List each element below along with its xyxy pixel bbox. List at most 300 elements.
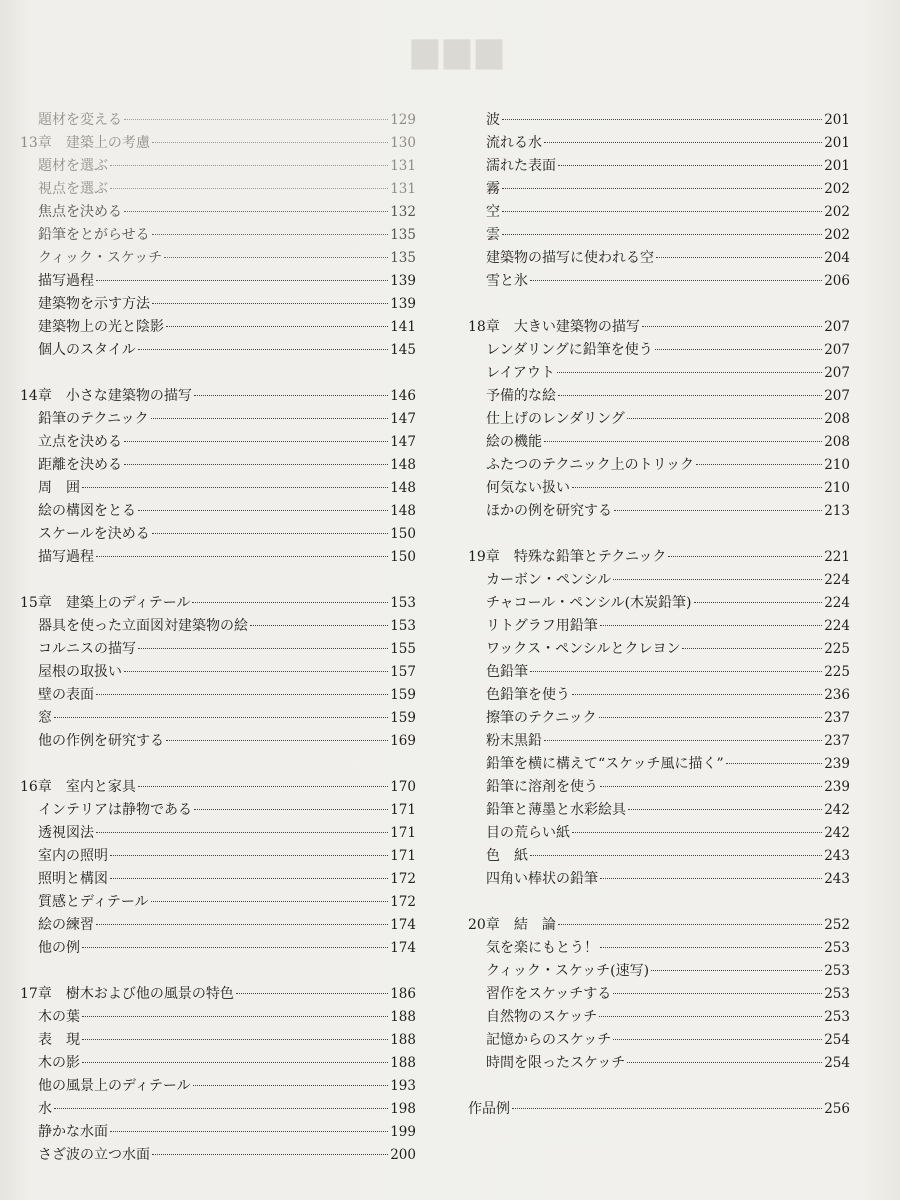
toc-section-entry — [20, 454, 416, 477]
page-number: 172 — [390, 894, 416, 910]
page-number: 148 — [390, 503, 416, 519]
toc-section-entry — [468, 477, 850, 500]
entry-title: インテリアは静物である — [38, 802, 192, 818]
page-number: 252 — [824, 917, 850, 933]
dot-leader — [668, 555, 822, 557]
toc-chapter-entry — [468, 546, 850, 569]
entry-title: 個人のスタイル — [38, 342, 136, 358]
dot-leader — [194, 808, 388, 810]
dot-leader — [502, 118, 822, 120]
dot-leader — [544, 739, 822, 741]
page-number: 239 — [824, 779, 850, 795]
dot-leader — [544, 440, 822, 442]
page-number: 155 — [390, 641, 416, 657]
toc-section-entry — [20, 247, 416, 270]
entry-title: 13章 建築上の考慮 — [20, 135, 150, 151]
toc-section-entry — [20, 638, 416, 661]
toc-section-entry — [468, 454, 850, 477]
page-number: 132 — [390, 204, 416, 220]
toc-section-entry — [20, 799, 416, 822]
toc-section-entry — [468, 684, 850, 707]
entry-title: 18章 大きい建築物の描写 — [468, 319, 640, 335]
dot-leader — [82, 946, 388, 948]
entry-title: 建築物を示す方法 — [38, 296, 150, 312]
dot-leader — [193, 1084, 389, 1086]
section-gap — [20, 753, 416, 776]
page-number: 172 — [390, 871, 416, 887]
toc-section-entry — [20, 523, 416, 546]
page-number: 256 — [824, 1101, 850, 1117]
page-number: 171 — [390, 802, 416, 818]
page-number: 243 — [824, 871, 850, 887]
dot-leader — [614, 509, 822, 511]
toc-section-entry — [468, 937, 850, 960]
entry-title: 窓 — [38, 710, 52, 726]
entry-title: 建築物上の光と陰影 — [38, 319, 164, 335]
dot-leader — [236, 992, 388, 994]
page-number: 207 — [824, 319, 850, 335]
dot-leader — [96, 831, 388, 833]
toc-section-entry — [20, 316, 416, 339]
page-number: 210 — [824, 457, 850, 473]
page-number: 239 — [824, 756, 850, 772]
dot-leader — [54, 1107, 388, 1109]
entry-title: 立点を決める — [38, 434, 122, 450]
dot-leader — [110, 187, 388, 189]
entry-title: クィック・スケッチ(速写) — [486, 963, 650, 979]
toc-section-entry — [468, 776, 850, 799]
page-number: 150 — [390, 526, 416, 542]
entry-title: 16章 室内と家具 — [20, 779, 136, 795]
entry-title: 霧 — [486, 181, 500, 197]
entry-title: 気を楽にもとう！ — [486, 940, 598, 956]
entry-title: 鉛筆のテクニック — [38, 411, 149, 427]
toc-section-entry — [20, 1006, 416, 1029]
entry-title: 雲 — [486, 227, 500, 243]
dot-leader — [152, 233, 389, 235]
entry-title: 室内の照明 — [38, 848, 108, 864]
dot-leader — [110, 854, 388, 856]
toc-section-entry — [468, 983, 850, 1006]
dot-leader — [502, 233, 822, 235]
entry-title: 視点を選ぶ — [38, 181, 108, 197]
toc-section-entry — [468, 500, 850, 523]
entry-title: 題材を変える — [38, 112, 122, 128]
entry-title: 透視図法 — [38, 825, 94, 841]
dot-leader — [655, 348, 822, 350]
toc-section-entry — [20, 477, 416, 500]
entry-title: 17章 樹木および他の風景の特色 — [20, 986, 234, 1002]
page-number: 199 — [390, 1124, 416, 1140]
toc-section-entry — [20, 201, 416, 224]
dot-leader — [138, 509, 388, 511]
entry-title: レイアウト — [486, 365, 555, 381]
dot-leader — [110, 1130, 388, 1132]
entry-title: 質感とディテール — [38, 894, 149, 910]
dot-leader — [627, 1061, 822, 1063]
entry-title: さざ波の立つ水面 — [38, 1147, 150, 1163]
dot-leader — [572, 486, 822, 488]
dot-leader — [82, 486, 388, 488]
toc-section-entry — [20, 270, 416, 293]
page-number: 224 — [824, 595, 850, 611]
page-number: 201 — [824, 135, 850, 151]
entry-title: 静かな水面 — [38, 1124, 108, 1140]
toc-section-entry — [468, 224, 850, 247]
page-number: 202 — [824, 181, 850, 197]
entry-title: 鉛筆をとがらせる — [38, 227, 150, 243]
dot-leader — [152, 1153, 388, 1155]
entry-title: 絵の構図をとる — [38, 503, 136, 519]
entry-title: 空 — [486, 204, 500, 220]
dot-leader — [558, 923, 822, 925]
dot-leader — [124, 440, 388, 442]
entry-title: クィック・スケッチ — [38, 250, 163, 266]
entry-title: 予備的な絵 — [486, 388, 556, 404]
entry-title: 目の荒らい紙 — [486, 825, 570, 841]
toc-section-entry — [20, 891, 416, 914]
toc-left-column — [20, 109, 416, 1167]
dot-leader — [124, 118, 388, 120]
dot-leader — [502, 210, 822, 212]
dot-leader — [96, 923, 388, 925]
entry-title: コルニスの描写 — [38, 641, 136, 657]
entry-title: 描写過程 — [38, 273, 94, 289]
dot-leader — [682, 647, 822, 649]
page-number: 207 — [824, 365, 850, 381]
dot-leader — [599, 1015, 822, 1017]
toc-section-entry — [20, 822, 416, 845]
toc-section-entry — [20, 109, 416, 132]
dot-leader — [572, 831, 822, 833]
entry-title: 四角い棒状の鉛筆 — [486, 871, 598, 887]
toc-section-entry — [20, 546, 416, 569]
page-number: 237 — [824, 733, 850, 749]
toc-section-entry — [20, 178, 416, 201]
entry-title: 木の影 — [38, 1055, 80, 1071]
page-number: 224 — [824, 572, 850, 588]
section-gap — [20, 569, 416, 592]
toc-section-entry — [20, 1075, 416, 1098]
entry-title: 時間を限ったスケッチ — [486, 1055, 626, 1071]
page-number: 153 — [390, 618, 416, 634]
page-number: 139 — [390, 296, 416, 312]
page-number: 169 — [390, 733, 416, 749]
page-number: 188 — [390, 1009, 416, 1025]
entry-title: リトグラフ用鉛筆 — [486, 618, 598, 634]
entry-title: 擦筆のテクニック — [486, 710, 597, 726]
entry-title: 色鉛筆を使う — [486, 687, 570, 703]
page-number: 150 — [390, 549, 416, 565]
page-number: 157 — [390, 664, 416, 680]
toc-section-entry — [20, 845, 416, 868]
page-number: 236 — [824, 687, 850, 703]
page-number: 221 — [824, 549, 850, 565]
entry-title: 鉛筆に溶剤を使う — [486, 779, 598, 795]
dot-leader — [96, 555, 388, 557]
dot-leader — [613, 578, 822, 580]
toc-section-entry — [468, 753, 850, 776]
page-number: 147 — [390, 434, 416, 450]
entry-title: 自然物のスケッチ — [486, 1009, 598, 1025]
entry-title: 器具を使った立面図対建築物の絵 — [38, 618, 248, 634]
page-number: 141 — [390, 319, 416, 335]
toc-section-entry — [468, 960, 850, 983]
page-number: 188 — [390, 1055, 416, 1071]
dot-leader — [600, 877, 822, 879]
entry-title: 木の葉 — [38, 1009, 80, 1025]
toc-section-entry — [20, 707, 416, 730]
page-number: 202 — [824, 227, 850, 243]
entry-title: 他の例 — [38, 940, 80, 956]
page-number: 253 — [824, 940, 850, 956]
page-number: 242 — [824, 802, 850, 818]
page-number: 204 — [824, 250, 850, 266]
toc-section-entry — [468, 661, 850, 684]
toc-chapter-entry — [468, 316, 850, 339]
dot-leader — [152, 141, 388, 143]
page-number: 148 — [390, 457, 416, 473]
dot-leader — [54, 716, 388, 718]
toc-section-entry — [20, 1052, 416, 1075]
toc-section-entry — [468, 339, 850, 362]
entry-title: 周 囲 — [38, 480, 80, 496]
toc-section-entry — [468, 1029, 850, 1052]
entry-title: 焦点を決める — [38, 204, 122, 220]
dot-leader — [110, 877, 388, 879]
page-number: 224 — [824, 618, 850, 634]
toc-chapter-entry — [20, 983, 416, 1006]
page-number: 237 — [824, 710, 850, 726]
page-number: 208 — [824, 434, 850, 450]
toc-chapter-entry — [20, 132, 416, 155]
entry-title: 仕上げのレンダリング — [486, 411, 625, 427]
page-number: 174 — [390, 940, 416, 956]
page-number: 253 — [824, 986, 850, 1002]
dot-leader — [124, 463, 388, 465]
toc-section-entry — [468, 247, 850, 270]
dot-leader — [82, 1038, 388, 1040]
dot-leader — [124, 670, 388, 672]
entry-title: 水 — [38, 1101, 52, 1117]
toc-section-entry — [468, 799, 850, 822]
toc-chapter-entry — [20, 385, 416, 408]
page-number: 135 — [390, 227, 416, 243]
page-number: 213 — [824, 503, 850, 519]
dot-leader — [194, 394, 388, 396]
toc-section-entry — [20, 500, 416, 523]
page-number: 200 — [390, 1147, 416, 1163]
toc-section-entry — [468, 155, 850, 178]
toc-section-entry — [468, 408, 850, 431]
dot-leader — [138, 785, 388, 787]
page-number: 253 — [824, 963, 850, 979]
dot-leader — [164, 256, 388, 258]
entry-title: ふたつのテクニック上のトリック — [486, 457, 695, 473]
toc-section-entry — [20, 684, 416, 707]
dot-leader — [96, 693, 388, 695]
page-number: 131 — [390, 158, 416, 174]
entry-title: 表 現 — [38, 1032, 80, 1048]
dot-leader — [124, 210, 388, 212]
entry-title: 14章 小さな建築物の描写 — [20, 388, 192, 404]
entry-title: 記憶からのスケッチ — [486, 1032, 612, 1048]
toc-section-entry — [20, 339, 416, 362]
dot-leader — [627, 417, 822, 419]
toc-section-entry — [468, 385, 850, 408]
page-number: 193 — [390, 1078, 416, 1094]
toc-section-entry — [20, 937, 416, 960]
entry-title: 何気ない扱い — [486, 480, 570, 496]
entry-title: 雪と氷 — [486, 273, 528, 289]
dot-leader — [512, 1107, 822, 1109]
dot-leader — [151, 900, 389, 902]
page-number: 198 — [390, 1101, 416, 1117]
section-gap — [20, 362, 416, 385]
toc-section-entry — [468, 569, 850, 592]
dot-leader — [138, 348, 388, 350]
entry-title: ほかの例を研究する — [486, 503, 612, 519]
dot-leader — [558, 394, 822, 396]
page-number: 129 — [390, 112, 416, 128]
toc-section-entry — [20, 431, 416, 454]
page-number: 201 — [824, 112, 850, 128]
dot-leader — [557, 371, 822, 373]
section-gap — [468, 891, 850, 914]
entry-title: 他の風景上のディテール — [38, 1078, 191, 1094]
page-number: 171 — [390, 848, 416, 864]
dot-leader — [152, 532, 388, 534]
dot-leader — [628, 808, 822, 810]
dot-leader — [530, 670, 822, 672]
toc-section-entry — [468, 592, 850, 615]
toc-section-entry — [468, 270, 850, 293]
dot-leader — [696, 463, 822, 465]
show-through-heading: ▆▆▆ — [411, 30, 509, 70]
toc-section-entry — [20, 1029, 416, 1052]
entry-title: 20章 結 論 — [468, 917, 556, 933]
page-number: 225 — [824, 641, 850, 657]
dot-leader — [138, 647, 388, 649]
dot-leader — [613, 1038, 822, 1040]
page-number: 207 — [824, 342, 850, 358]
toc-chapter-entry — [468, 914, 850, 937]
toc-right-column — [468, 109, 850, 1121]
toc-section-entry — [20, 868, 416, 891]
dot-leader — [166, 325, 388, 327]
dot-leader — [166, 739, 388, 741]
dot-leader — [544, 141, 822, 143]
toc-section-entry — [20, 661, 416, 684]
dot-leader — [152, 302, 388, 304]
page-number: 171 — [390, 825, 416, 841]
entry-title: 描写過程 — [38, 549, 94, 565]
page-number: 131 — [390, 181, 416, 197]
entry-title: 題材を選ぶ — [38, 158, 108, 174]
toc-section-entry — [468, 707, 850, 730]
entry-title: 距離を決める — [38, 457, 122, 473]
entry-title: スケールを決める — [38, 526, 150, 542]
toc-section-entry — [20, 730, 416, 753]
entry-title: 作品例 — [468, 1101, 510, 1117]
toc-section-entry — [468, 868, 850, 891]
dot-leader — [651, 969, 822, 971]
page-number: 254 — [824, 1032, 850, 1048]
page-number: 186 — [390, 986, 416, 1002]
toc-chapter-entry — [20, 592, 416, 615]
entry-title: 屋根の取扱い — [38, 664, 122, 680]
page-number: 201 — [824, 158, 850, 174]
entry-title: 色鉛筆 — [486, 664, 528, 680]
page-number: 207 — [824, 388, 850, 404]
dot-leader — [192, 601, 388, 603]
entry-title: 波 — [486, 112, 500, 128]
dot-leader — [530, 854, 822, 856]
dot-leader — [110, 164, 388, 166]
toc-section-entry — [20, 1098, 416, 1121]
toc-section-entry — [468, 362, 850, 385]
page-number: 153 — [390, 595, 416, 611]
dot-leader — [82, 1061, 388, 1063]
page-number: 170 — [390, 779, 416, 795]
page-number: 159 — [390, 710, 416, 726]
toc-section-entry — [468, 109, 850, 132]
dot-leader — [694, 601, 823, 603]
page-number: 242 — [824, 825, 850, 841]
entry-title: 習作をスケッチする — [486, 986, 612, 1002]
toc-section-entry — [468, 822, 850, 845]
dot-leader — [558, 164, 822, 166]
dot-leader — [613, 992, 822, 994]
dot-leader — [151, 417, 389, 419]
page-number: 254 — [824, 1055, 850, 1071]
entry-title: 15章 建築上のディテール — [20, 595, 191, 611]
page-number: 147 — [390, 411, 416, 427]
entry-title: 建築物の描写に使われる空 — [486, 250, 654, 266]
page-number: 210 — [824, 480, 850, 496]
dot-leader — [96, 279, 388, 281]
toc-section-entry — [20, 293, 416, 316]
page-number: 148 — [390, 480, 416, 496]
page-number: 146 — [390, 388, 416, 404]
dot-leader — [250, 624, 388, 626]
entry-title: チャコール・ペンシル(木炭鉛筆) — [486, 595, 692, 611]
toc-section-entry — [468, 845, 850, 868]
toc-section-entry — [468, 638, 850, 661]
entry-title: 絵の練習 — [38, 917, 94, 933]
dot-leader — [642, 325, 822, 327]
toc-section-entry — [468, 615, 850, 638]
page-number: 130 — [390, 135, 416, 151]
entry-title: 流れる水 — [486, 135, 542, 151]
section-gap — [468, 293, 850, 316]
page-number: 159 — [390, 687, 416, 703]
dot-leader — [600, 785, 822, 787]
toc-section-entry — [468, 730, 850, 753]
section-gap — [468, 1075, 850, 1098]
toc-section-entry — [20, 914, 416, 937]
toc-section-entry — [20, 1121, 416, 1144]
toc-section-entry — [468, 132, 850, 155]
page-number: 202 — [824, 204, 850, 220]
dot-leader — [656, 256, 822, 258]
page-number: 208 — [824, 411, 850, 427]
entry-title: 色 紙 — [486, 848, 528, 864]
dot-leader — [502, 187, 822, 189]
toc-section-entry — [20, 615, 416, 638]
toc-section-entry — [20, 155, 416, 178]
entry-title: 照明と構図 — [38, 871, 108, 887]
